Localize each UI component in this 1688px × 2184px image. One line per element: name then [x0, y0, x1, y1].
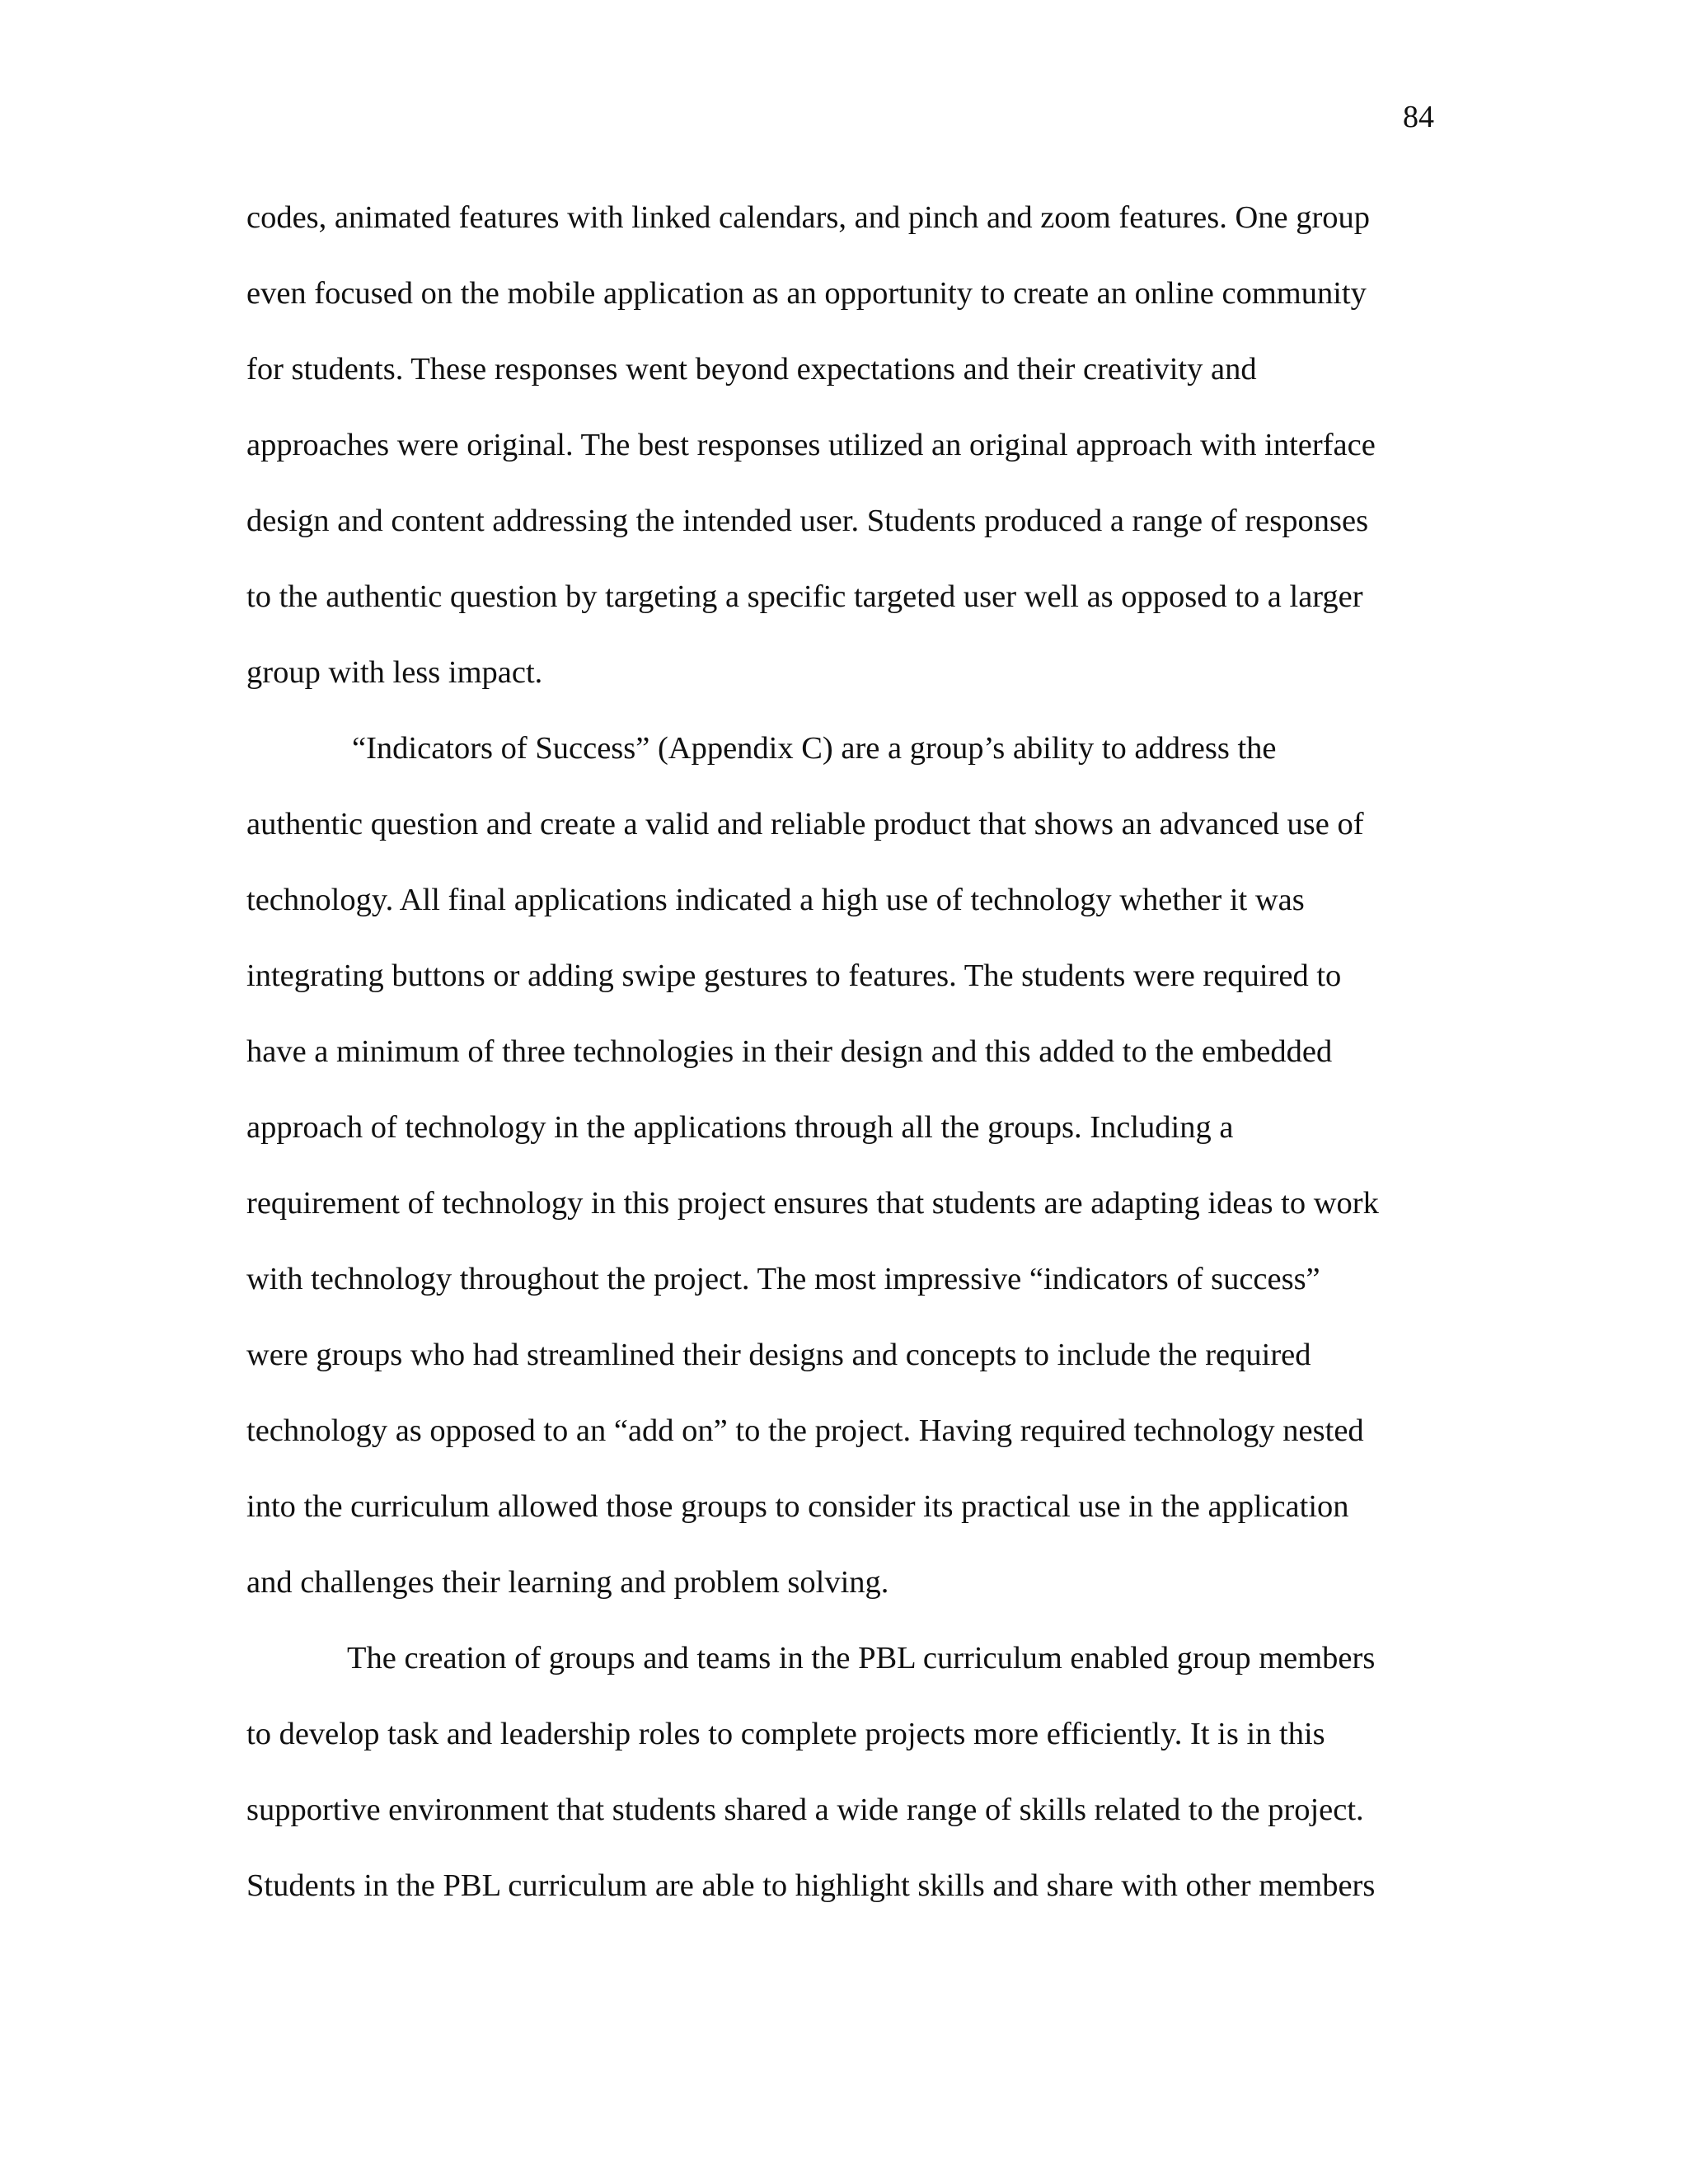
text-line: supportive environment that students shared a wide range of skills related to the project. [246, 1793, 1364, 1827]
document-body [246, 195, 1437, 1939]
text-line: technology. All final applications indicated a high use of technology whether it was [246, 883, 1305, 917]
text-line: integrating buttons or adding swipe gestures to features. The students were required to [246, 958, 1342, 993]
text-line: technology as opposed to an “add on” to the project. Having required technology nested [246, 1413, 1364, 1448]
text-line: group with less impact. [246, 655, 543, 690]
page-number: 84 [1403, 100, 1434, 134]
text-line: authentic question and create a valid and reliable product that shows an advanced use of [246, 807, 1364, 841]
text-line: and challenges their learning and problem solving. [246, 1565, 889, 1600]
text-line: with technology throughout the project. The most impressive “indicators of success” [246, 1262, 1320, 1296]
text-line: approaches were original. The best responses utilized an original approach with interface [246, 428, 1376, 462]
text-line: design and content addressing the intended user. Students produced a range of responses [246, 504, 1369, 538]
paragraph-start-line: “Indicators of Success” (Appendix C) are a group’s ability to address the [352, 731, 1277, 766]
text-line: have a minimum of three technologies in their design and this added to the embedded [246, 1034, 1333, 1069]
text-line: were groups who had streamlined their designs and concepts to include the required [246, 1338, 1311, 1372]
text-line: Students in the PBL curriculum are able to highlight skills and share with other members [246, 1868, 1376, 1903]
text-line: to the authentic question by targeting a specific targeted user well as opposed to a larger [246, 579, 1363, 614]
text-line: requirement of technology in this project ensures that students are adapting ideas to work [246, 1186, 1379, 1221]
text-line: for students. These responses went beyond expectations and their creativity and [246, 352, 1257, 387]
paragraph-start-line: The creation of groups and teams in the PBL curriculum enabled group members [347, 1641, 1376, 1675]
text-line: to develop task and leadership roles to complete projects more efficiently. It is in this [246, 1717, 1325, 1751]
text-line: codes, animated features with linked calendars, and pinch and zoom features. One group [246, 200, 1371, 235]
text-line: approach of technology in the applications through all the groups. Including a [246, 1110, 1234, 1145]
text-line: into the curriculum allowed those groups to consider its practical use in the application [246, 1489, 1349, 1524]
text-line: even focused on the mobile application as an opportunity to create an online community [246, 276, 1367, 311]
